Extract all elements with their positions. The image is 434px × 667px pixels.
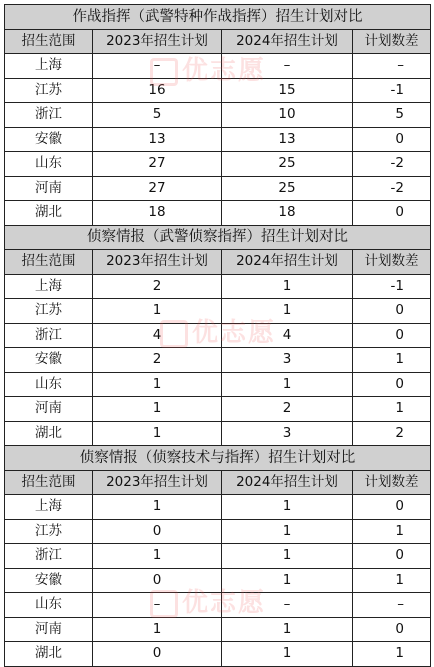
section-title-row [5, 446, 431, 471]
region-cell: 山东 [5, 593, 93, 618]
difference-cell: – [353, 54, 431, 79]
plan-2023-cell: 16 [93, 78, 222, 103]
difference-cell: 2 [353, 421, 431, 446]
table-row [5, 54, 431, 79]
difference-cell: 0 [353, 127, 431, 152]
region-cell: 河南 [5, 176, 93, 201]
region-cell: 浙江 [5, 544, 93, 569]
table-row [5, 372, 431, 397]
difference-cell: 1 [353, 397, 431, 422]
difference-cell: 0 [353, 323, 431, 348]
table-row [5, 201, 431, 226]
difference-cell: -2 [353, 152, 431, 177]
plan-2023-cell: 18 [93, 201, 222, 226]
plan-2024-cell: 2 [222, 397, 353, 422]
plan-2023-cell: – [93, 593, 222, 618]
plan-2024-cell: 1 [222, 568, 353, 593]
difference-cell: -1 [353, 274, 431, 299]
table-row [5, 519, 431, 544]
region-cell: 上海 [5, 495, 93, 520]
table-row [5, 78, 431, 103]
difference-cell: 1 [353, 568, 431, 593]
region-cell: 安徽 [5, 348, 93, 373]
plan-comparison-table [4, 4, 431, 667]
region-cell: 河南 [5, 397, 93, 422]
plan-2024-cell: 25 [222, 152, 353, 177]
plan-2023-cell: 1 [93, 299, 222, 324]
region-cell: 安徽 [5, 127, 93, 152]
section-title: 侦察情报（侦察技术与指挥）招生计划对比 [5, 446, 431, 471]
difference-cell: 0 [353, 495, 431, 520]
section-title: 作战指挥（武警特种作战指挥）招生计划对比 [5, 5, 431, 30]
plan-2023-cell: 5 [93, 103, 222, 128]
header-row [5, 29, 431, 54]
table-row [5, 593, 431, 618]
plan-2023-cell: 27 [93, 176, 222, 201]
plan-2024-cell: 1 [222, 495, 353, 520]
plan-2023-cell: – [93, 54, 222, 79]
table-row [5, 397, 431, 422]
plan-2023-cell: 1 [93, 495, 222, 520]
region-cell: 山东 [5, 372, 93, 397]
watermark-text: 优志愿 [192, 318, 277, 348]
table-row [5, 127, 431, 152]
column-header: 招生范围 [5, 29, 93, 54]
plan-2024-cell: 25 [222, 176, 353, 201]
header-row [5, 470, 431, 495]
column-header: 2023年招生计划 [93, 29, 222, 54]
plan-2023-cell: 1 [93, 421, 222, 446]
plan-2023-cell: 2 [93, 274, 222, 299]
difference-cell: -2 [353, 176, 431, 201]
column-header: 计划数差 [353, 250, 431, 275]
difference-cell: – [353, 593, 431, 618]
watermark-text: 优志愿 [182, 56, 267, 86]
table-row [5, 617, 431, 642]
plan-2024-cell: 4 [222, 323, 353, 348]
plan-2023-cell: 0 [93, 642, 222, 667]
plan-2023-cell: 1 [93, 617, 222, 642]
column-header: 计划数差 [353, 29, 431, 54]
plan-2023-cell: 2 [93, 348, 222, 373]
plan-2023-cell: 27 [93, 152, 222, 177]
region-cell: 江苏 [5, 299, 93, 324]
plan-2023-cell: 0 [93, 568, 222, 593]
column-header: 招生范围 [5, 470, 93, 495]
plan-2023-cell: 4 [93, 323, 222, 348]
difference-cell: 1 [353, 519, 431, 544]
difference-cell: 1 [353, 348, 431, 373]
region-cell: 上海 [5, 54, 93, 79]
table-row [5, 274, 431, 299]
plan-2024-cell: 10 [222, 103, 353, 128]
difference-cell: 0 [353, 299, 431, 324]
region-cell: 湖北 [5, 642, 93, 667]
table-row [5, 568, 431, 593]
difference-cell: 0 [353, 544, 431, 569]
region-cell: 山东 [5, 152, 93, 177]
difference-cell: -1 [353, 78, 431, 103]
plan-2024-cell: 15 [222, 78, 353, 103]
plan-2024-cell: 1 [222, 299, 353, 324]
region-cell: 江苏 [5, 78, 93, 103]
plan-2023-cell: 13 [93, 127, 222, 152]
region-cell: 湖北 [5, 201, 93, 226]
plan-2023-cell: 1 [93, 397, 222, 422]
table-row [5, 103, 431, 128]
watermark-text: 优志愿 [182, 588, 267, 618]
plan-2024-cell: 3 [222, 421, 353, 446]
difference-cell: 0 [353, 617, 431, 642]
region-cell: 河南 [5, 617, 93, 642]
table-row [5, 495, 431, 520]
section-title-row [5, 225, 431, 250]
region-cell: 浙江 [5, 323, 93, 348]
plan-2024-cell: 1 [222, 617, 353, 642]
table-row [5, 323, 431, 348]
plan-2024-cell: 3 [222, 348, 353, 373]
region-cell: 上海 [5, 274, 93, 299]
column-header: 2024年招生计划 [222, 29, 353, 54]
table-row [5, 176, 431, 201]
column-header: 招生范围 [5, 250, 93, 275]
difference-cell: 0 [353, 201, 431, 226]
plan-2024-cell: – [222, 54, 353, 79]
plan-2023-cell: 1 [93, 544, 222, 569]
plan-2023-cell: 0 [93, 519, 222, 544]
table-row [5, 348, 431, 373]
header-row [5, 250, 431, 275]
table-row [5, 421, 431, 446]
plan-2024-cell: 18 [222, 201, 353, 226]
table-row [5, 299, 431, 324]
difference-cell: 5 [353, 103, 431, 128]
column-header: 2024年招生计划 [222, 470, 353, 495]
column-header: 2023年招生计划 [93, 470, 222, 495]
plan-2024-cell: 1 [222, 642, 353, 667]
plan-2024-cell: 1 [222, 372, 353, 397]
plan-2024-cell: 13 [222, 127, 353, 152]
plan-2024-cell: – [222, 593, 353, 618]
column-header: 2023年招生计划 [93, 250, 222, 275]
plan-2023-cell: 1 [93, 372, 222, 397]
plan-2024-cell: 1 [222, 544, 353, 569]
difference-cell: 1 [353, 642, 431, 667]
table-row [5, 152, 431, 177]
column-header: 2024年招生计划 [222, 250, 353, 275]
difference-cell: 0 [353, 372, 431, 397]
section-title: 侦察情报（武警侦察指挥）招生计划对比 [5, 225, 431, 250]
region-cell: 江苏 [5, 519, 93, 544]
plan-2024-cell: 1 [222, 274, 353, 299]
column-header: 计划数差 [353, 470, 431, 495]
plan-2024-cell: 1 [222, 519, 353, 544]
region-cell: 湖北 [5, 421, 93, 446]
region-cell: 安徽 [5, 568, 93, 593]
section-title-row [5, 5, 431, 30]
table-row [5, 544, 431, 569]
region-cell: 浙江 [5, 103, 93, 128]
